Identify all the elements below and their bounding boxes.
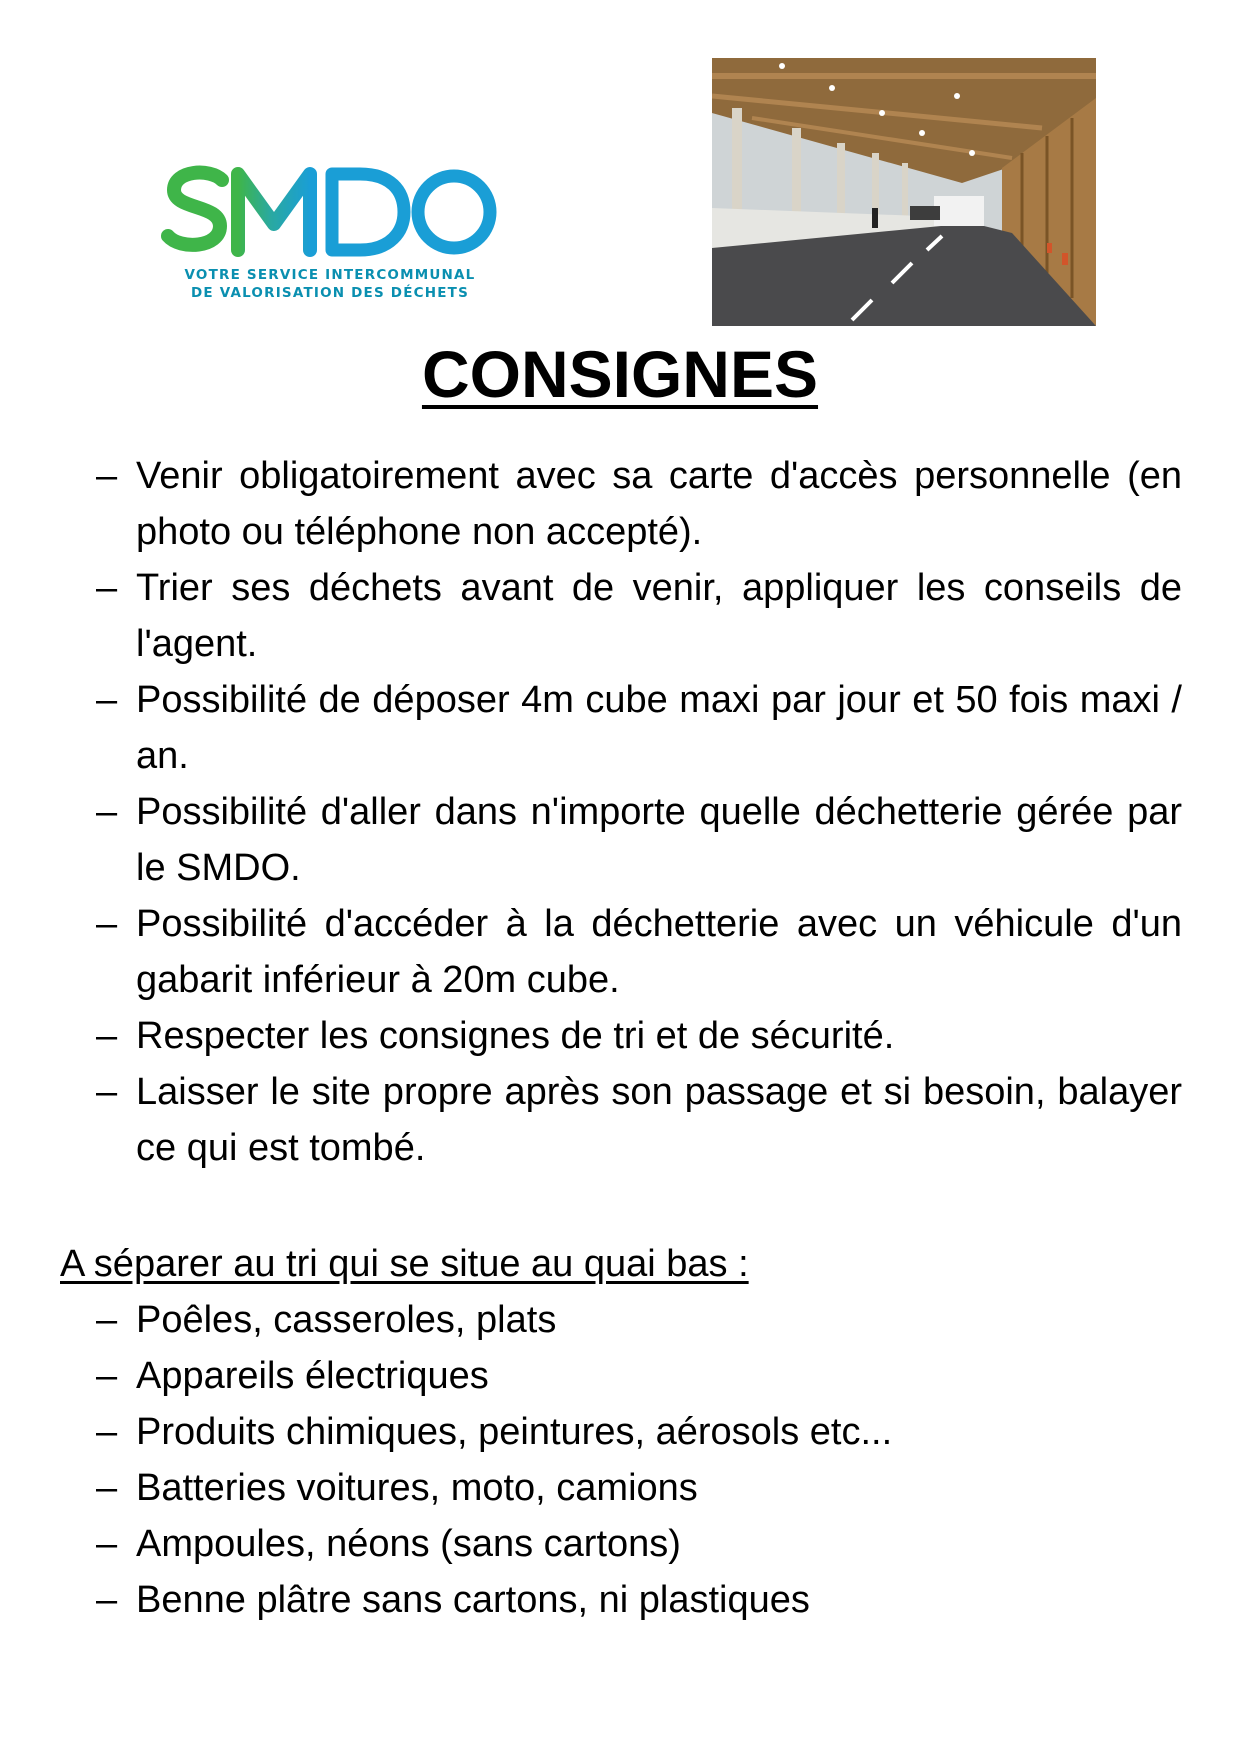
list-item (96, 448, 1182, 560)
logo-tagline-line2: DE VALORISATION DES DÉCHETS (191, 285, 469, 301)
list-item (96, 1572, 1182, 1628)
dechetterie-photo (712, 58, 1096, 326)
smdo-logo (160, 160, 500, 310)
rule-text: Trier ses déchets avant de venir, appliquer les conseils de l'agent. (136, 567, 1182, 665)
list-item (96, 1516, 1182, 1572)
section-heading: A séparer au tri qui se situe au quai bas : (60, 1243, 749, 1285)
list-item (96, 560, 1182, 672)
sort-item-text: Ampoules, néons (sans cartons) (136, 1523, 681, 1565)
bullet-dash: – (96, 455, 118, 497)
list-item (96, 1404, 1182, 1460)
page-title (0, 334, 1240, 414)
bullet-dash: – (96, 1071, 118, 1113)
bullet-dash: – (96, 791, 118, 833)
rule-text: Possibilité de déposer 4m cube maxi par jour et 50 fois maxi / an. (136, 679, 1182, 777)
bullet-dash: – (96, 1579, 118, 1621)
rule-text: Laisser le site propre après son passage et si besoin, balayer ce qui est tombé. (136, 1071, 1182, 1169)
bullet-dash: – (96, 679, 118, 721)
bullet-dash: – (96, 567, 118, 609)
rule-text: Possibilité d'accéder à la déchetterie avec un véhicule d'un gabarit inférieur à 20m cube. (136, 903, 1182, 1001)
logo-tagline (180, 266, 480, 302)
bullet-dash: – (96, 903, 118, 945)
list-item (96, 1460, 1182, 1516)
list-item (96, 1348, 1182, 1404)
rule-text: Venir obligatoirement avec sa carte d'accès personnelle (en photo ou téléphone non accepté). (136, 455, 1182, 553)
page-title-text: CONSIGNES (421, 337, 819, 411)
list-item (96, 1064, 1182, 1176)
rule-text: Respecter les consignes de tri et de sécurité. (136, 1015, 895, 1057)
sort-item-text: Poêles, casseroles, plats (136, 1299, 557, 1341)
bullet-dash: – (96, 1015, 118, 1057)
bullet-dash: – (96, 1467, 118, 1509)
logo-tagline-line1: VOTRE SERVICE INTERCOMMUNAL (184, 267, 476, 283)
sort-list (96, 1292, 1182, 1628)
sort-item-text: Batteries voitures, moto, camions (136, 1467, 698, 1509)
bullet-dash: – (96, 1355, 118, 1397)
sort-item-text: Produits chimiques, peintures, aérosols etc... (136, 1411, 893, 1453)
list-item (96, 896, 1182, 1008)
smdo-logo-mark (160, 160, 500, 260)
rule-text: Possibilité d'aller dans n'importe quelle déchetterie gérée par le SMDO. (136, 791, 1182, 889)
list-item (96, 784, 1182, 896)
sort-item-text: Appareils électriques (136, 1355, 489, 1397)
list-item (96, 1292, 1182, 1348)
bullet-dash: – (96, 1411, 118, 1453)
bullet-dash: – (96, 1523, 118, 1565)
list-item (96, 672, 1182, 784)
list-item (96, 1008, 1182, 1064)
bullet-dash: – (96, 1299, 118, 1341)
sort-item-text: Benne plâtre sans cartons, ni plastiques (136, 1579, 810, 1621)
rules-list (96, 448, 1182, 1176)
dechetterie-photo-illustration (712, 58, 1096, 326)
